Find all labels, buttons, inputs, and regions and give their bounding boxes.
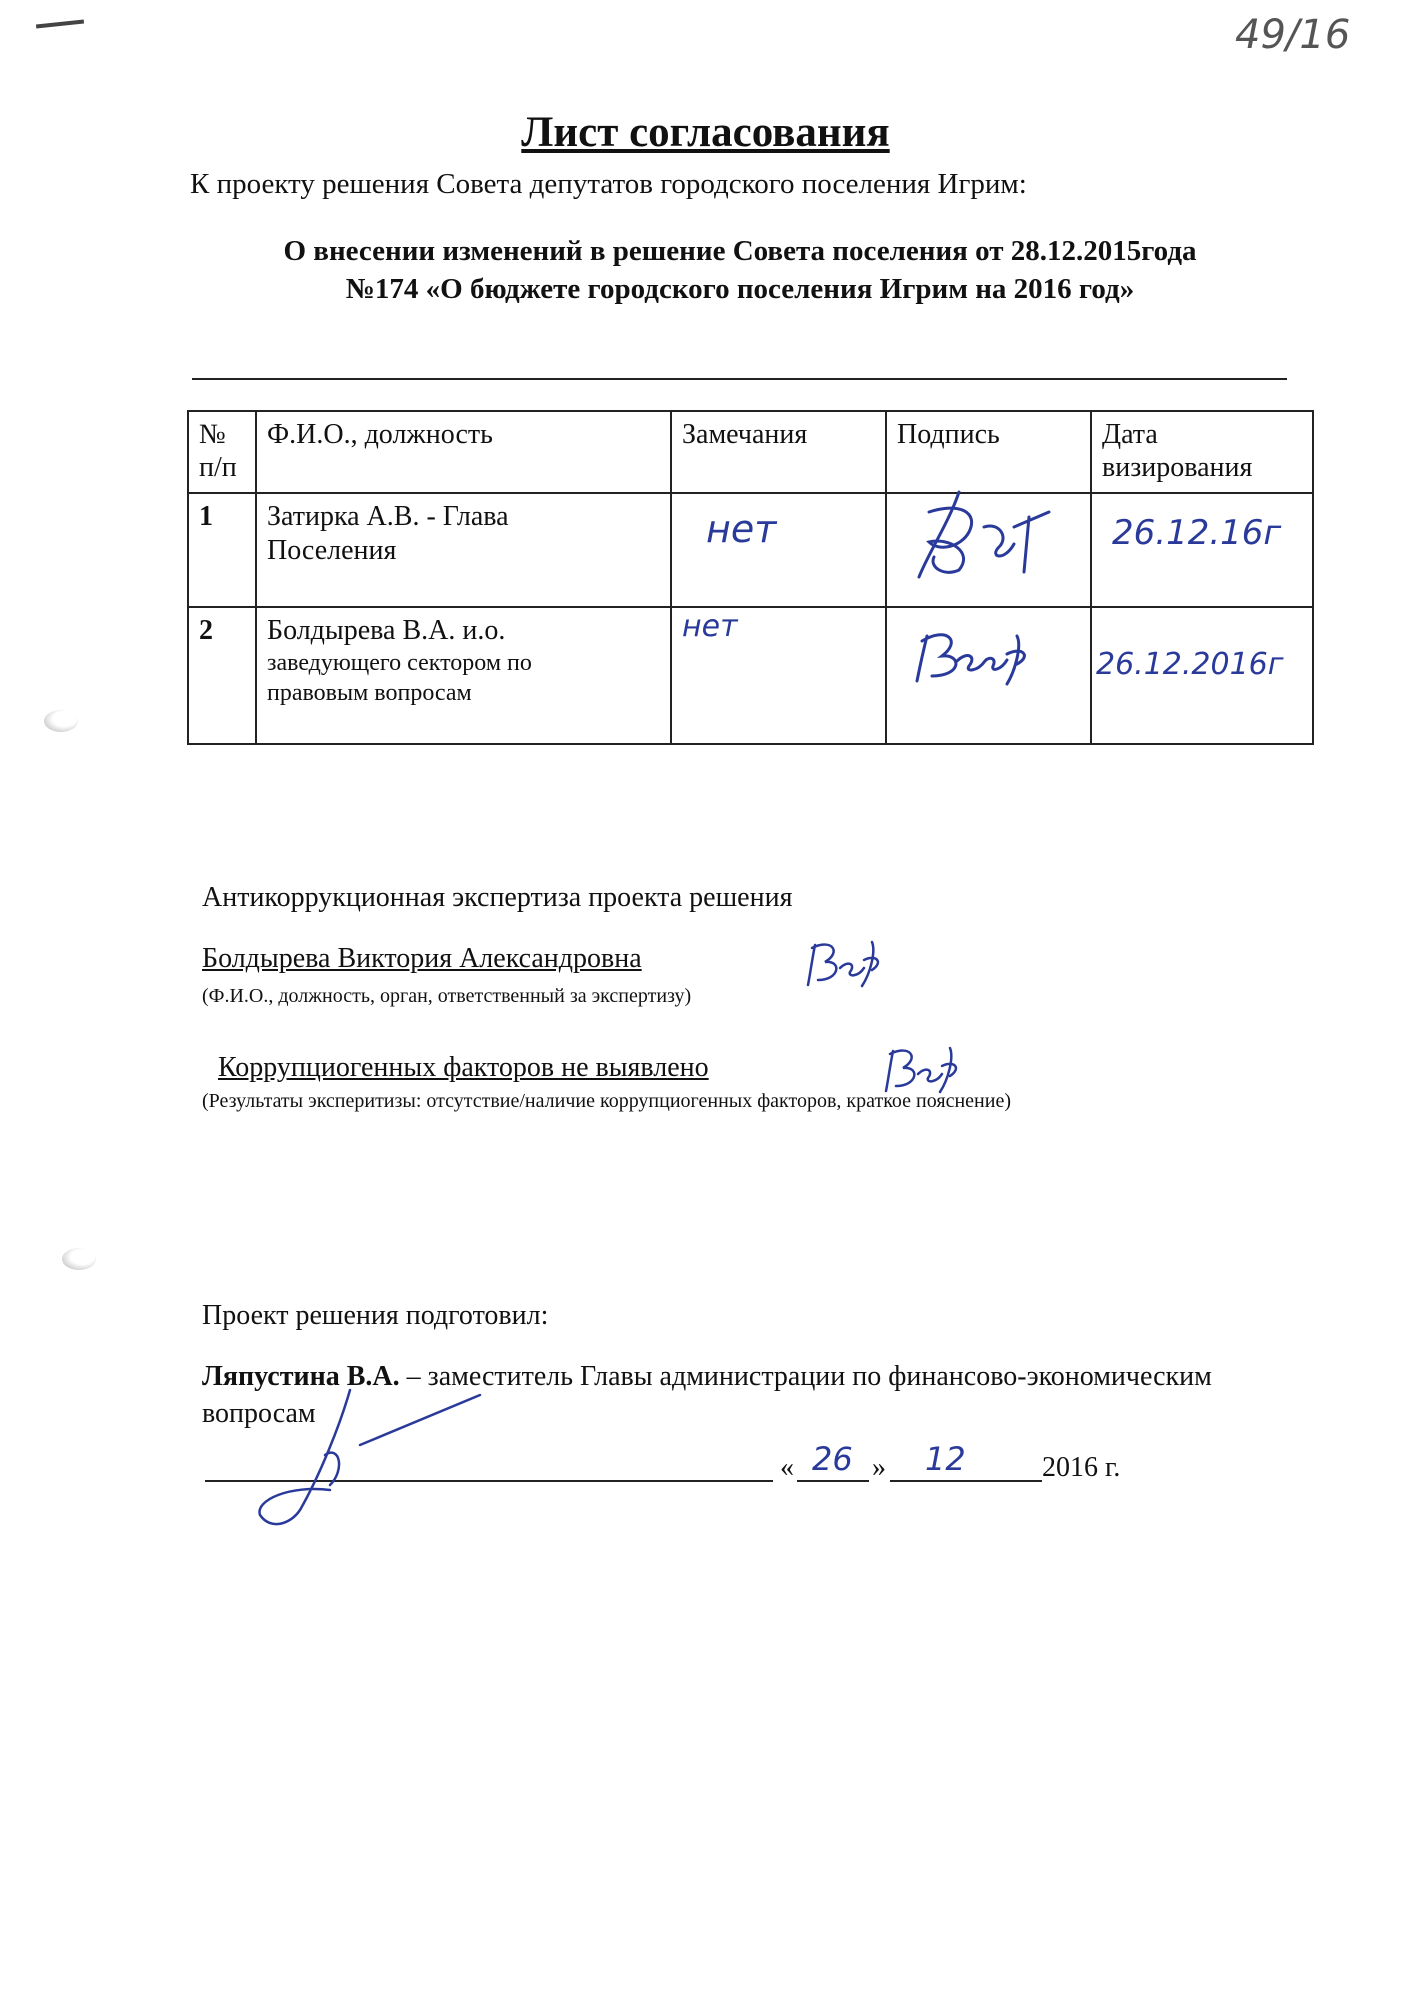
row-name — [256, 493, 671, 607]
row-position-line1: заведующего сектором по — [267, 650, 532, 676]
reference-number: 49/16 — [1235, 12, 1351, 58]
header-remarks: Замечания — [671, 411, 886, 493]
remarks-handwritten: нет — [682, 609, 738, 644]
header-name: Ф.И.О., должность — [256, 411, 671, 493]
date-year: 2016 г. — [1042, 1452, 1121, 1483]
header-num — [188, 411, 256, 493]
table-row — [188, 607, 1313, 744]
decision-title — [190, 232, 1290, 308]
header-date-line1: Дата — [1102, 419, 1158, 450]
punch-hole-bottom — [62, 1248, 96, 1270]
row-name-line2: Поселения — [267, 535, 397, 566]
header-num-line2: п/п — [199, 452, 237, 483]
approval-table — [187, 410, 1314, 745]
expert-signature — [800, 930, 900, 990]
row-signature — [886, 607, 1091, 744]
decision-title-line2: №174 «О бюджете городского поселения Игрим на 2016 год» — [345, 273, 1135, 305]
row-num: 1 — [188, 493, 256, 607]
day-line — [797, 1480, 869, 1482]
date-quote-close: » — [872, 1452, 886, 1483]
expertise-result: Коррупциогенных факторов не выявлено — [218, 1052, 709, 1083]
preparer-position-line1: – заместитель Главы администрации по финансово-экономическим — [399, 1361, 1212, 1392]
corner-pen-mark — [36, 20, 84, 29]
row-position-line2: правовым вопросам — [267, 680, 472, 706]
row-date — [1091, 607, 1313, 744]
row-name-line1: Болдырева В.А. и.о. — [267, 615, 506, 646]
header-signature: Подпись — [886, 411, 1091, 493]
preparer-position-line2: вопросам — [202, 1398, 316, 1429]
prepared-heading: Проект решения подготовил: — [202, 1300, 549, 1331]
remarks-handwritten: нет — [706, 507, 777, 551]
row-remarks — [671, 607, 886, 744]
header-num-line1: № — [199, 419, 226, 450]
row-num: 2 — [188, 607, 256, 744]
date-month-handwritten: 12 — [925, 1440, 966, 1478]
date-handwritten: 26.12.2016г — [1096, 647, 1284, 682]
row-remarks — [671, 493, 886, 607]
decision-title-line1: О внесении изменений в решение Совета поселения от 28.12.2015года — [283, 235, 1197, 267]
signature-zatirka — [889, 482, 1089, 582]
table-header-row — [188, 411, 1313, 493]
date-day-handwritten: 26 — [812, 1440, 853, 1478]
table-row — [188, 493, 1313, 607]
row-signature — [886, 493, 1091, 607]
signature-boldyreva — [907, 616, 1057, 686]
expert-name: Болдырева Виктория Александровна — [202, 943, 642, 974]
preparer-name: Ляпустина В.А. — [202, 1361, 400, 1392]
punch-hole-top — [44, 710, 78, 732]
date-handwritten: 26.12.16г — [1112, 513, 1282, 553]
page-title: Лист согласования — [521, 109, 890, 156]
row-date — [1091, 493, 1313, 607]
header-date-line2: визирования — [1102, 452, 1253, 483]
result-signature — [878, 1036, 978, 1096]
expert-note: (Ф.И.О., должность, орган, ответственный за экспертизу) — [202, 985, 692, 1007]
project-subtitle: К проекту решения Совета депутатов городского поселения Игрим: — [190, 168, 1027, 200]
row-name — [256, 607, 671, 744]
month-line — [890, 1480, 1042, 1482]
title-divider — [192, 378, 1287, 380]
header-date — [1091, 411, 1313, 493]
anticorruption-heading: Антикоррукционная экспертиза проекта решения — [202, 882, 793, 913]
result-note: (Результаты эксперитизы: отсутствие/наличие коррупциогенных факторов, краткое пояснение) — [202, 1090, 1011, 1112]
date-quote-open: « — [780, 1452, 794, 1483]
row-name-line1: Затирка А.В. - Глава — [267, 501, 509, 532]
preparer-signature — [230, 1385, 490, 1535]
